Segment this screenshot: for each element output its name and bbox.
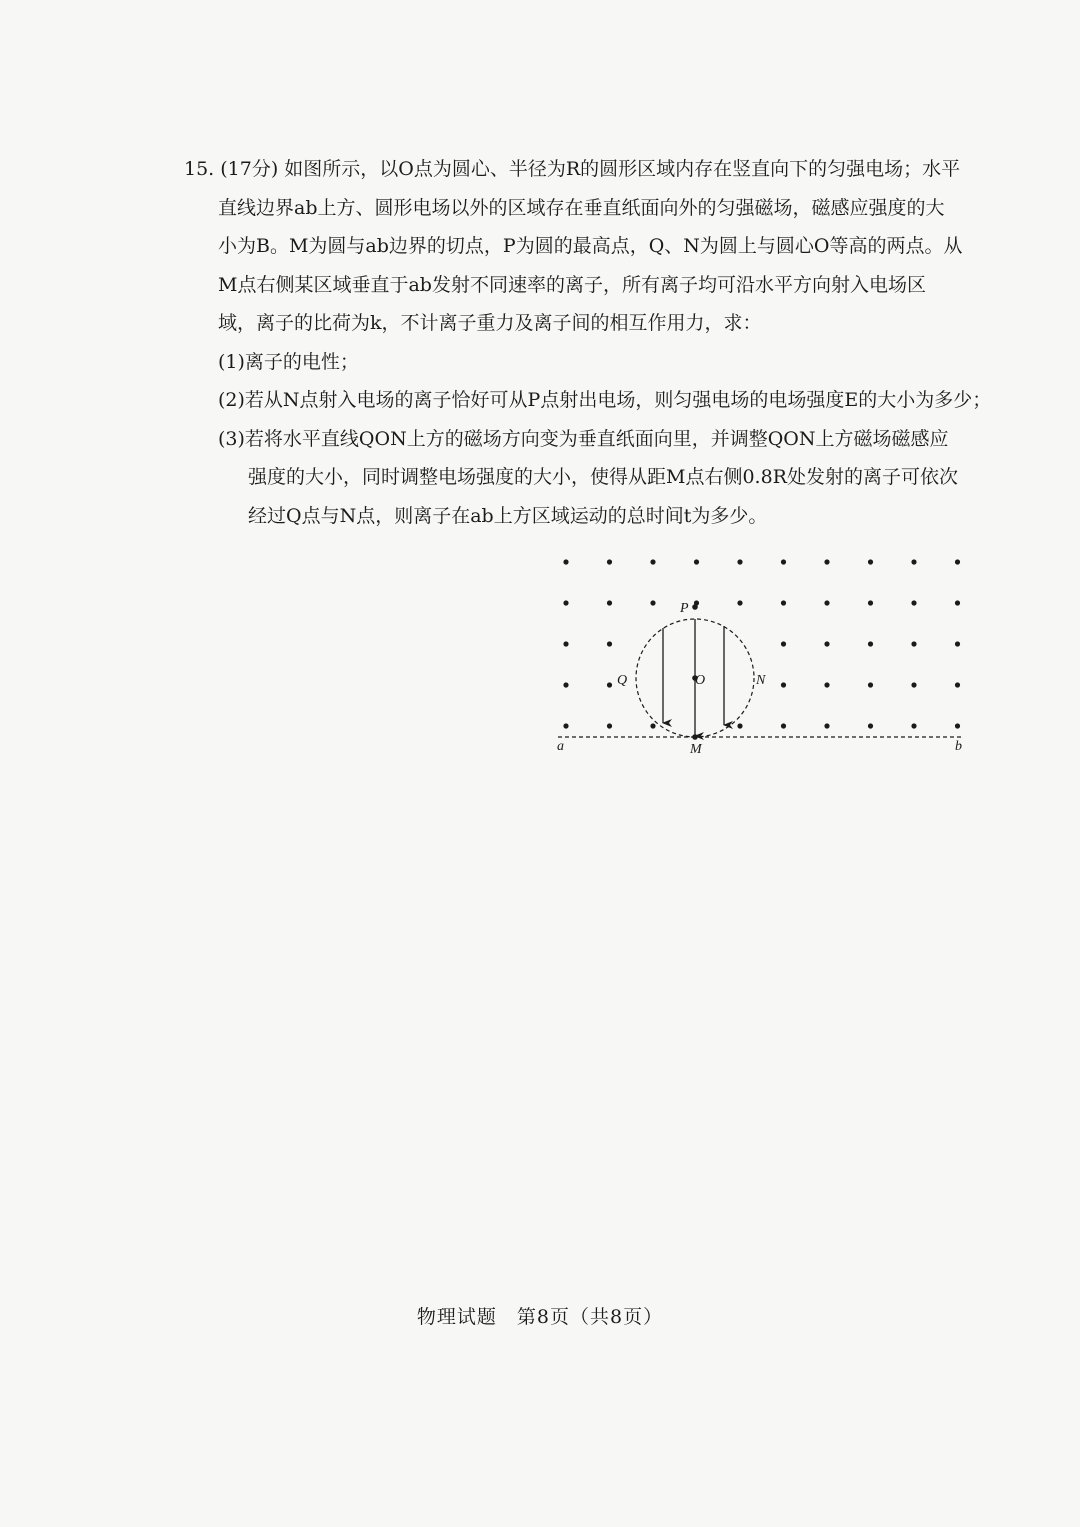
field-dot bbox=[694, 559, 699, 564]
field-dot bbox=[955, 723, 960, 728]
field-dot bbox=[911, 641, 916, 646]
field-dot bbox=[563, 641, 568, 646]
field-dot bbox=[955, 641, 960, 646]
point-M bbox=[692, 734, 698, 740]
problem-stem-line: 域，离子的比荷为k，不计离子重力及离子间的相互作用力，求： bbox=[218, 312, 762, 334]
field-dot bbox=[955, 559, 960, 564]
field-dot bbox=[824, 641, 829, 646]
question-3-line: (3)若将水平直线QON上方的磁场方向变为垂直纸面向里，并调整QON上方磁场磁感应 bbox=[218, 427, 949, 450]
field-dot bbox=[911, 600, 916, 605]
field-dot bbox=[607, 600, 612, 605]
field-dot bbox=[563, 723, 568, 728]
field-dot bbox=[955, 682, 960, 687]
label-O: O bbox=[695, 673, 706, 688]
field-dot bbox=[737, 723, 742, 728]
field-dot bbox=[607, 641, 612, 646]
field-dot bbox=[868, 641, 873, 646]
field-dot bbox=[650, 600, 655, 605]
field-dot bbox=[737, 559, 742, 564]
problem-stem-line: 15. (17分) 如图所示，以O点为圆心、半径为R的圆形区域内存在竖直向下的匀强电场；水平 bbox=[184, 158, 961, 180]
question-3-line: 强度的大小，同时调整电场强度的大小，使得从距M点右侧0.8R处发射的离子可依次 bbox=[248, 466, 958, 488]
problem-stem-line: 直线边界ab上方、圆形电场以外的区域存在垂直纸面向外的匀强磁场，磁感应强度的大 bbox=[218, 196, 945, 219]
field-dot bbox=[824, 682, 829, 687]
label-N: N bbox=[756, 673, 766, 688]
field-dot bbox=[824, 723, 829, 728]
field-dot bbox=[868, 682, 873, 687]
field-dot bbox=[607, 559, 612, 564]
field-dot bbox=[607, 723, 612, 728]
field-dot bbox=[781, 559, 786, 564]
field-dot bbox=[911, 682, 916, 687]
field-dot bbox=[650, 723, 655, 728]
problem-15 bbox=[184, 150, 992, 535]
field-diagram bbox=[550, 548, 980, 763]
field-dot bbox=[824, 559, 829, 564]
field-dot bbox=[781, 723, 786, 728]
label-b: b bbox=[955, 739, 962, 754]
field-dot bbox=[868, 600, 873, 605]
field-dot bbox=[824, 600, 829, 605]
field-dot bbox=[911, 559, 916, 564]
page-footer: 物理试题 第8页（共8页） bbox=[416, 1306, 664, 1328]
label-a: a bbox=[557, 739, 564, 754]
field-dot bbox=[781, 682, 786, 687]
label-P: P bbox=[680, 601, 689, 616]
field-dot bbox=[868, 559, 873, 564]
field-dot bbox=[868, 723, 873, 728]
field-dot bbox=[650, 559, 655, 564]
field-dot bbox=[563, 559, 568, 564]
field-dot bbox=[911, 723, 916, 728]
magnetic-field-dots bbox=[563, 559, 960, 728]
question-2: (2)若从N点射入电场的离子恰好可从P点射出电场，则匀强电场的电场强度E的大小为多少； bbox=[218, 389, 992, 411]
field-dot bbox=[781, 641, 786, 646]
question-3-line: 经过Q点与N点，则离子在ab上方区域运动的总时间t为多少。 bbox=[248, 504, 768, 527]
point-P bbox=[692, 604, 698, 610]
field-dot bbox=[737, 600, 742, 605]
field-dot bbox=[563, 682, 568, 687]
field-dot bbox=[607, 682, 612, 687]
label-Q: Q bbox=[617, 673, 628, 688]
problem-stem-line: M点右侧某区域垂直于ab发射不同速率的离子，所有离子均可沿水平方向射入电场区 bbox=[218, 273, 926, 296]
problem-stem-line: 小为B。M为圆与ab边界的切点，P为圆的最高点，Q、N为圆上与圆心O等高的两点。从 bbox=[218, 235, 963, 257]
label-M: M bbox=[690, 742, 702, 757]
field-dot bbox=[563, 600, 568, 605]
field-dot bbox=[781, 600, 786, 605]
field-dot bbox=[955, 600, 960, 605]
question-1: (1)离子的电性； bbox=[218, 350, 359, 373]
